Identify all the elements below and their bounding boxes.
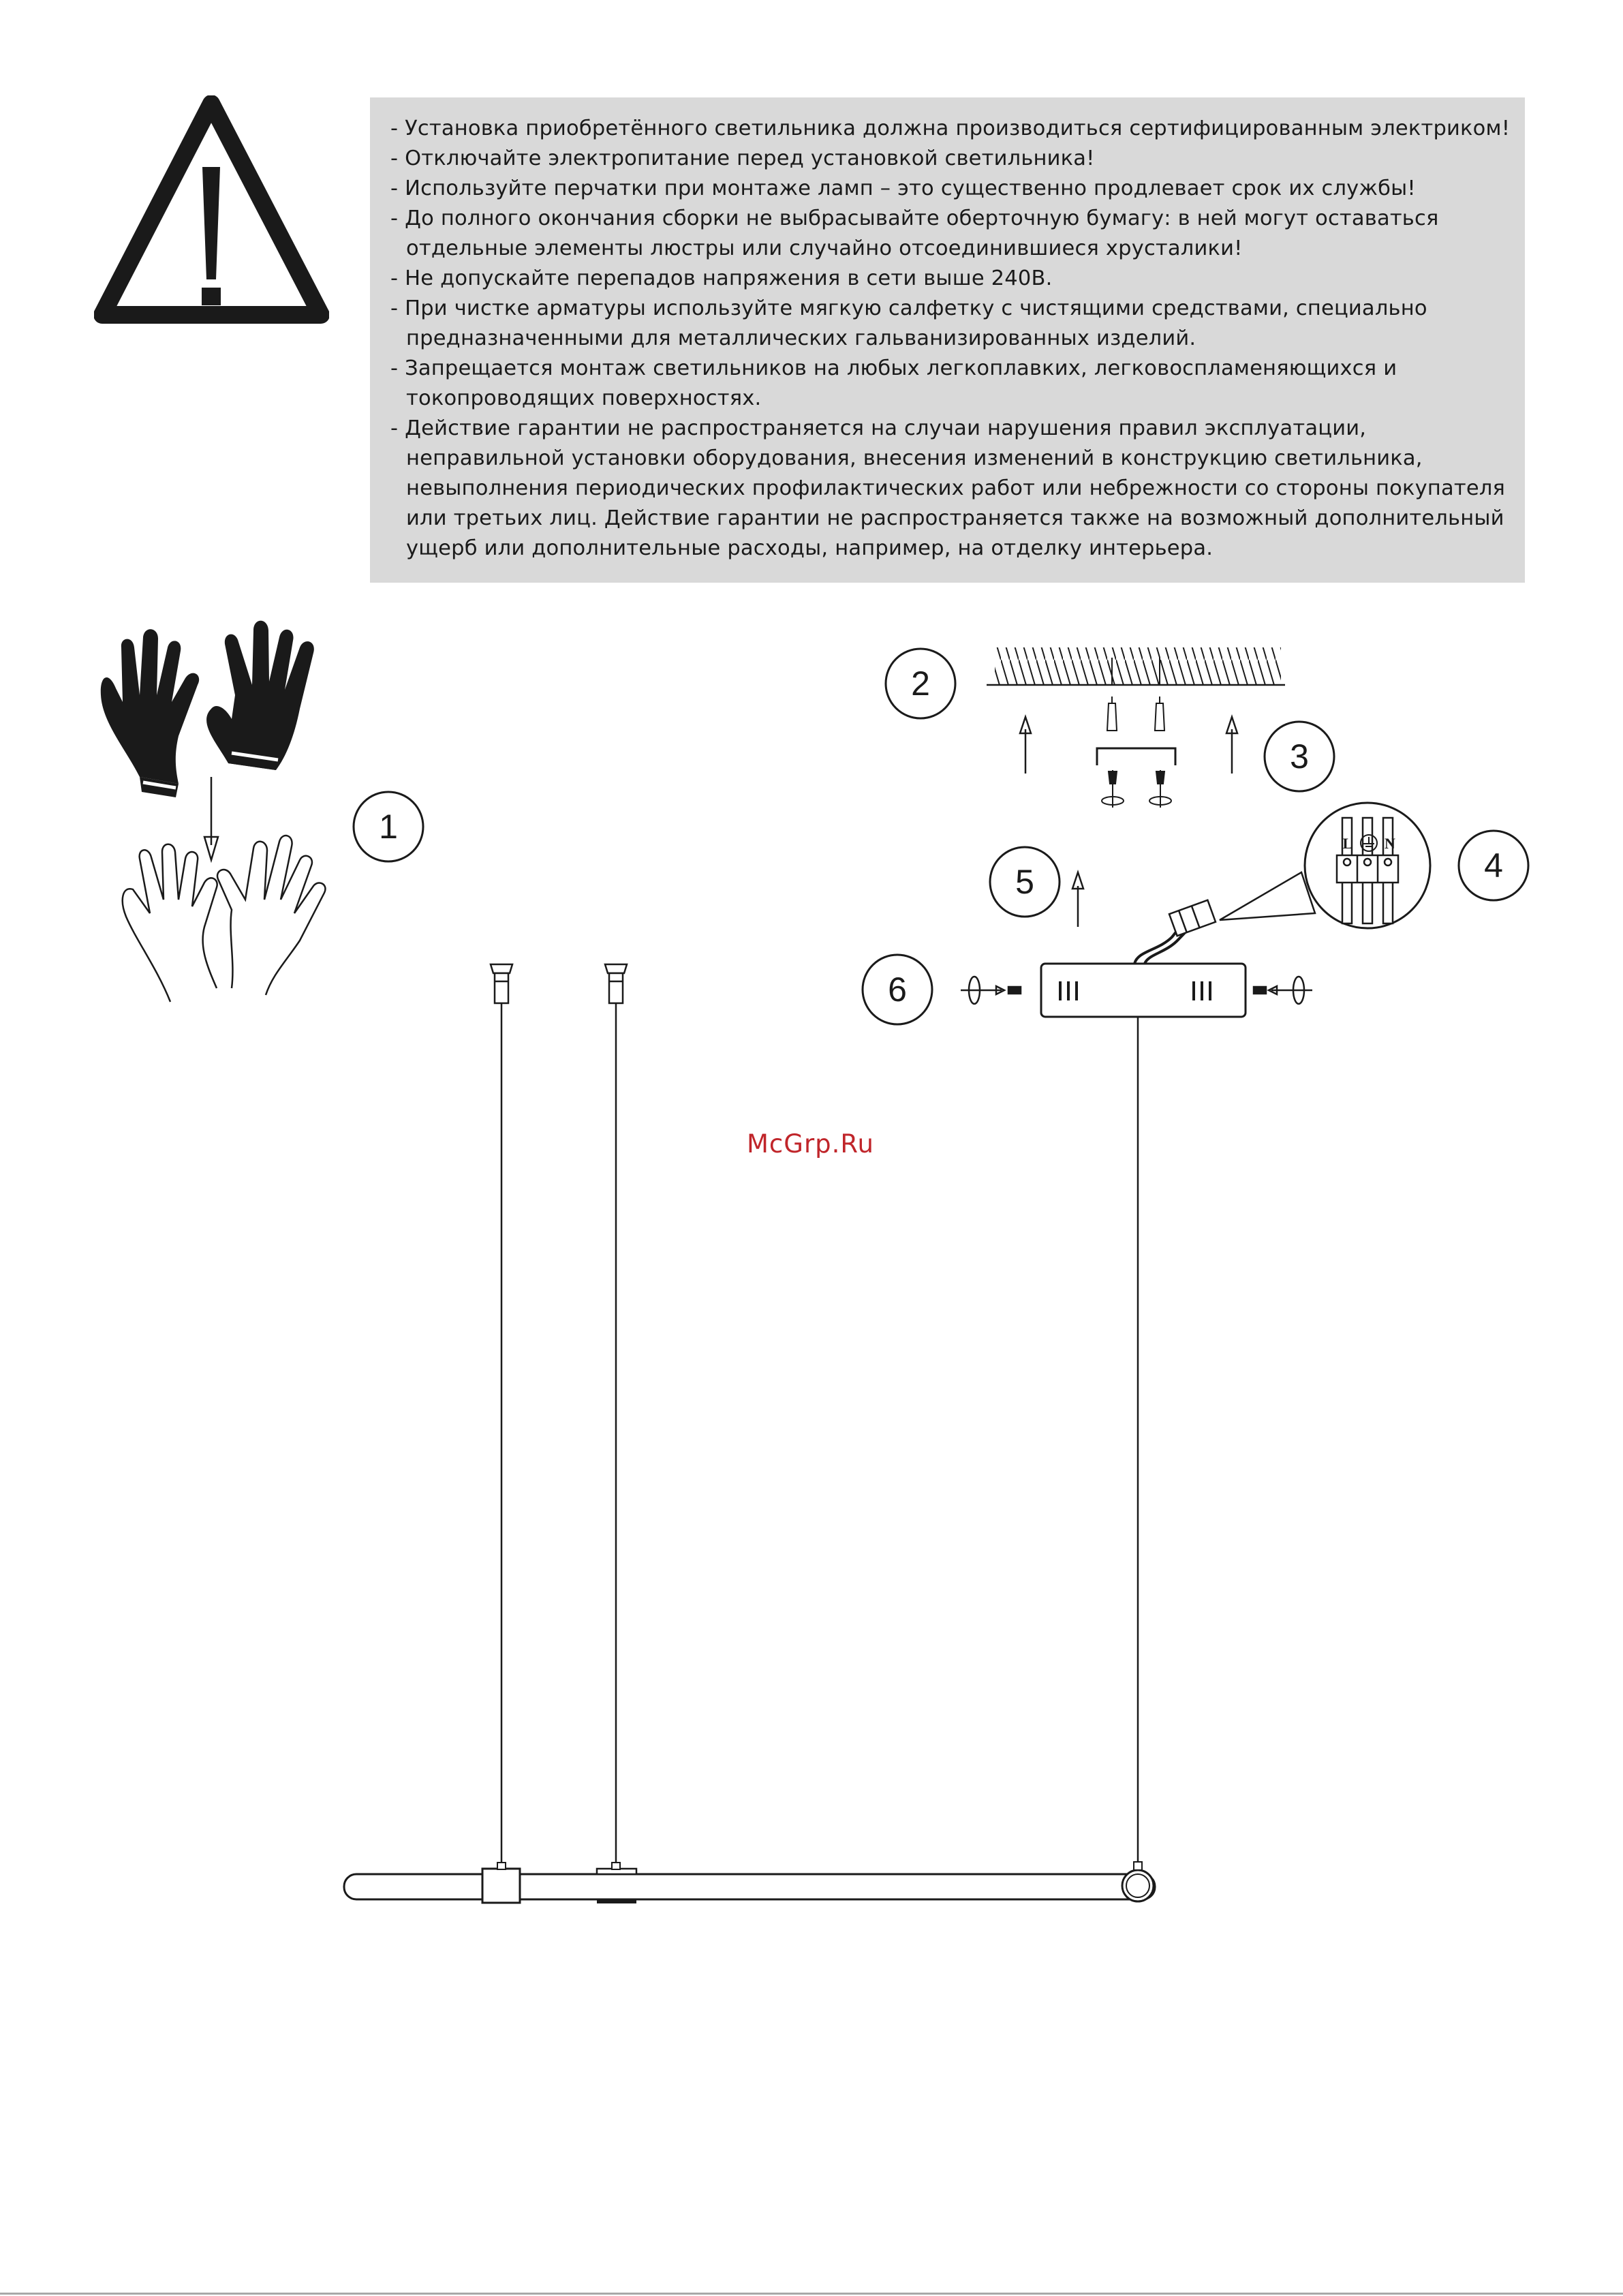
warning-line: отдельные элементы люстры или случайно отсоединившиеся хрусталики! bbox=[406, 236, 1243, 260]
terminal-callout bbox=[1220, 803, 1430, 928]
luminaire-bar bbox=[344, 1862, 1155, 1903]
svg-text:6: 6 bbox=[888, 970, 907, 1009]
canopy-box bbox=[1041, 920, 1246, 1017]
step-3-marker bbox=[1265, 722, 1334, 791]
warning-line: - До полного окончания сборки не выбрасывайте оберточную бумагу: в ней могут оставаться bbox=[390, 206, 1439, 230]
screwdriver-rotation-icon bbox=[1102, 770, 1171, 808]
warning-line: - Действие гарантии не распространяется на случаи нарушения правил эксплуатации, bbox=[390, 416, 1367, 440]
warning-line: токопроводящих поверхностях. bbox=[406, 386, 762, 410]
gloves-icon bbox=[101, 621, 314, 797]
wall-plug-icon bbox=[1107, 697, 1164, 731]
step-6-marker bbox=[863, 955, 932, 1024]
svg-text:5: 5 bbox=[1015, 863, 1034, 901]
warning-line: неправильной установки оборудования, внесения изменений в конструкцию светильника, bbox=[406, 446, 1423, 470]
warning-line: или третьих лиц. Действие гарантии не распространяется также на возможный дополнительный bbox=[406, 506, 1504, 530]
ceiling-surface bbox=[987, 647, 1285, 685]
side-screw-left bbox=[961, 977, 1021, 1004]
svg-text:4: 4 bbox=[1484, 846, 1503, 885]
warning-line: предназначенными для металлических гальванизированных изделий. bbox=[406, 326, 1196, 350]
step-1-marker bbox=[354, 792, 423, 861]
warning-line: ущерб или дополнительные расходы, например, на отделку интерьера. bbox=[406, 536, 1214, 560]
suspension-clamp bbox=[491, 964, 627, 1003]
step-2-marker bbox=[886, 649, 955, 718]
arrow-down-icon bbox=[204, 777, 218, 860]
watermark: McGrp.Ru bbox=[747, 1129, 874, 1159]
warning-line: - Отключайте электропитание перед установкой светильника! bbox=[390, 147, 1095, 170]
step-5-marker bbox=[990, 847, 1060, 917]
warning-line: - Не допускайте перепадов напряжения в сети выше 240В. bbox=[390, 266, 1053, 290]
warning-line: - При чистке арматуры используйте мягкую салфетку с чистящими средствами, специально bbox=[390, 296, 1427, 320]
warning-line: - Установка приобретённого светильника должна производиться сертифицированным электриком! bbox=[390, 117, 1511, 140]
bottom-divider bbox=[0, 2293, 1623, 2295]
svg-text:N: N bbox=[1385, 835, 1395, 852]
svg-text:3: 3 bbox=[1290, 737, 1309, 776]
svg-text:L: L bbox=[1342, 835, 1353, 852]
svg-text:1: 1 bbox=[379, 808, 398, 846]
warning-line: невыполнения периодических профилактических работ или небрежности со стороны покупателя bbox=[406, 476, 1506, 500]
step-4-marker bbox=[1459, 831, 1528, 900]
warning-line: - Используйте перчатки при монтаже ламп – это существенно продлевает срок их службы! bbox=[390, 177, 1416, 200]
bare-hands-icon bbox=[123, 836, 326, 1002]
svg-text:2: 2 bbox=[911, 664, 930, 703]
warning-line: - Запрещается монтаж светильников на любых легкоплавких, легковоспламеняющихся и bbox=[390, 356, 1397, 380]
side-screw-right bbox=[1254, 977, 1312, 1004]
mounting-bracket bbox=[1097, 748, 1175, 765]
terminal-block bbox=[1169, 900, 1216, 936]
